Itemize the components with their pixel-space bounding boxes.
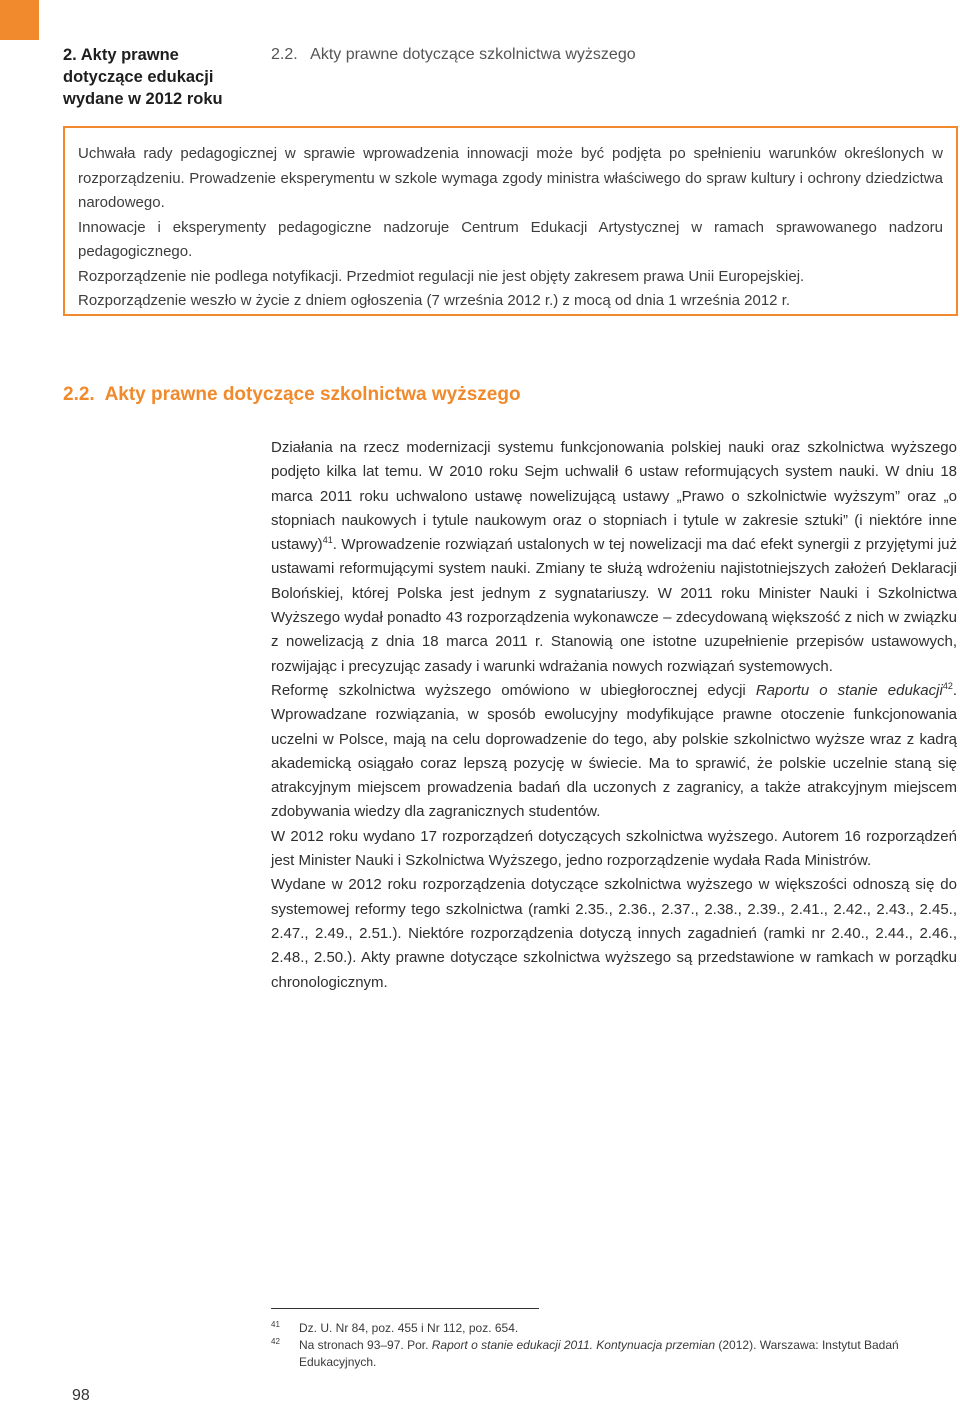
section-title: Akty prawne dotyczące szkolnictwa wyższego (104, 384, 521, 405)
running-head: 2.2. Akty prawne dotyczące szkolnictwa wyższego (271, 46, 636, 63)
footnote-text: Na stronach 93–97. Por. Raport o stanie edukacji 2011. Kontynuacja przemian (2012). Warszawa: Instytut Badań Edukacyjnych. (299, 1338, 899, 1369)
box-paragraph: Innowacje i eksperymenty pedagogiczne nadzoruje Centrum Edukacji Artystycznej w ramach sprawowanego nadzoru pedagogicznego. (78, 218, 943, 260)
footnote (271, 1337, 957, 1371)
section-heading (63, 384, 521, 406)
body-text (271, 436, 957, 995)
body-text-run: . Wprowadzane rozwiązania, w sposób ewolucyjny modyfikujące prawne otoczenie funkcjonowania uczelni w Polsce, mają na celu doprowadzenie do tego, aby polskie szkolnictwo wyższe wraz z kadrą akademicką osiągało coraz lepszą pozycję w świecie. Ma to sprawić, że polskie uczelnie staną się atrakcyjnym miejscem prowadzenia badań dla uczonych z zagranicy, a także atrakcyjnym miejscem zdobywania wiedzy dla zagranicznych studentów. (271, 681, 957, 821)
footnote-ref: 41 (322, 535, 333, 546)
accent-tab (0, 0, 39, 40)
body-text-run: Reformę szkolnictwa wyższego omówiono w ubiegłorocznej edycji (271, 681, 756, 699)
page-number: 98 (72, 1387, 90, 1404)
body-text-run: . Wprowadzenie rozwiązań ustalonych w tej nowelizacji ma dać efekt synergii z przyjętymi już ustawami reformującymi system nauki. Zmiany te służą wdrożeniu najistotniejszych założeń Deklaracji Bolońskiej, której Polska jest jednym z sygnatariuszy. W 2011 roku Minister Nauki i Szkolnictwa Wyższego wydał ponadto 43 rozporządzenia wykonawcze – zdecydowaną większość z nich w związku z nowelizacją z dnia 18 marca 2011 r. Stanowią one istotne uzupełnienie przepisów ustawowych, rozwijając i precyzując zasady i warunki wdrażania nowych rozwiązań systemowych. (271, 536, 957, 675)
box-paragraph: Rozporządzenie nie podlega notyfikacji. Przedmiot regulacji nie jest objęty zakresem prawa Unii Europejskiej. (78, 267, 805, 285)
info-box (63, 126, 958, 316)
footnote-number: 42 (271, 1337, 280, 1346)
footnote-divider (271, 1308, 539, 1309)
footnote-ref: 42 (942, 680, 953, 691)
footnote (271, 1320, 957, 1337)
body-paragraph: W 2012 roku wydano 17 rozporządzeń dotyczących szkolnictwa wyższego. Autorem 16 rozporządzeń jest Minister Nauki i Szkolnictwa Wyższego, jedno rozporządzenie wydała Rada Ministrów. (271, 827, 957, 870)
footnotes (271, 1320, 957, 1371)
body-paragraph (271, 679, 957, 825)
box-paragraph: Uchwała rady pedagogicznej w sprawie wprowadzenia innowacji może być podjęta po spełnieniu warunków określonych w rozporządzeniu. Prowadzenie eksperymentu w szkole wymaga zgody ministra właściwego do spraw kultury i ochrony dziedzictwa narodowego. (78, 145, 943, 211)
body-paragraph (271, 436, 957, 679)
report-title: Raportu o stanie edukacji (755, 681, 943, 699)
chapter-title: 2. Akty prawne dotyczące edukacji wydane w 2012 roku (63, 46, 223, 108)
body-text-run: Działania na rzecz modernizacji systemu funkcjonowania polskiej nauki oraz szkolnictwa wyższego podjęto kilka lat temu. W 2010 roku Sejm uchwalił 6 ustaw reformujących system nauki. W dniu 18 marca 2011 roku uchwalono ustawę nowelizującą ustawy „Prawo o szkolnictwie wyższym” oraz „o stopniach naukowych i tytule naukowym oraz o stopniach i tytule w zakresie sztuki” (i niektóre inne ustawy) (271, 439, 957, 554)
box-paragraph: Rozporządzenie weszło w życie z dniem ogłoszenia (7 września 2012 r.) z mocą od dnia 1 września 2012 r. (78, 292, 791, 309)
footnote-number: 41 (271, 1320, 280, 1329)
footnote-text: Dz. U. Nr 84, poz. 455 i Nr 112, poz. 654. (299, 1321, 519, 1335)
section-number: 2.2. (63, 384, 95, 405)
body-paragraph: Wydane w 2012 roku rozporządzenia dotyczące szkolnictwa wyższego w większości odnoszą się do systemowej reformy tego szkolnictwa (ramki 2.35., 2.36., 2.37., 2.38., 2.39., 2.41., 2.42., 2.43., 2.45., 2.47., 2.49., 2.51.). Niektóre rozporządzenia dotyczą innych zagadnień (ramki nr 2.40., 2.44., 2.46., 2.48., 2.50.). Akty prawne dotyczące szkolnictwa wyższego są przedstawione w ramkach w porządku chronologicznym. (271, 876, 957, 991)
